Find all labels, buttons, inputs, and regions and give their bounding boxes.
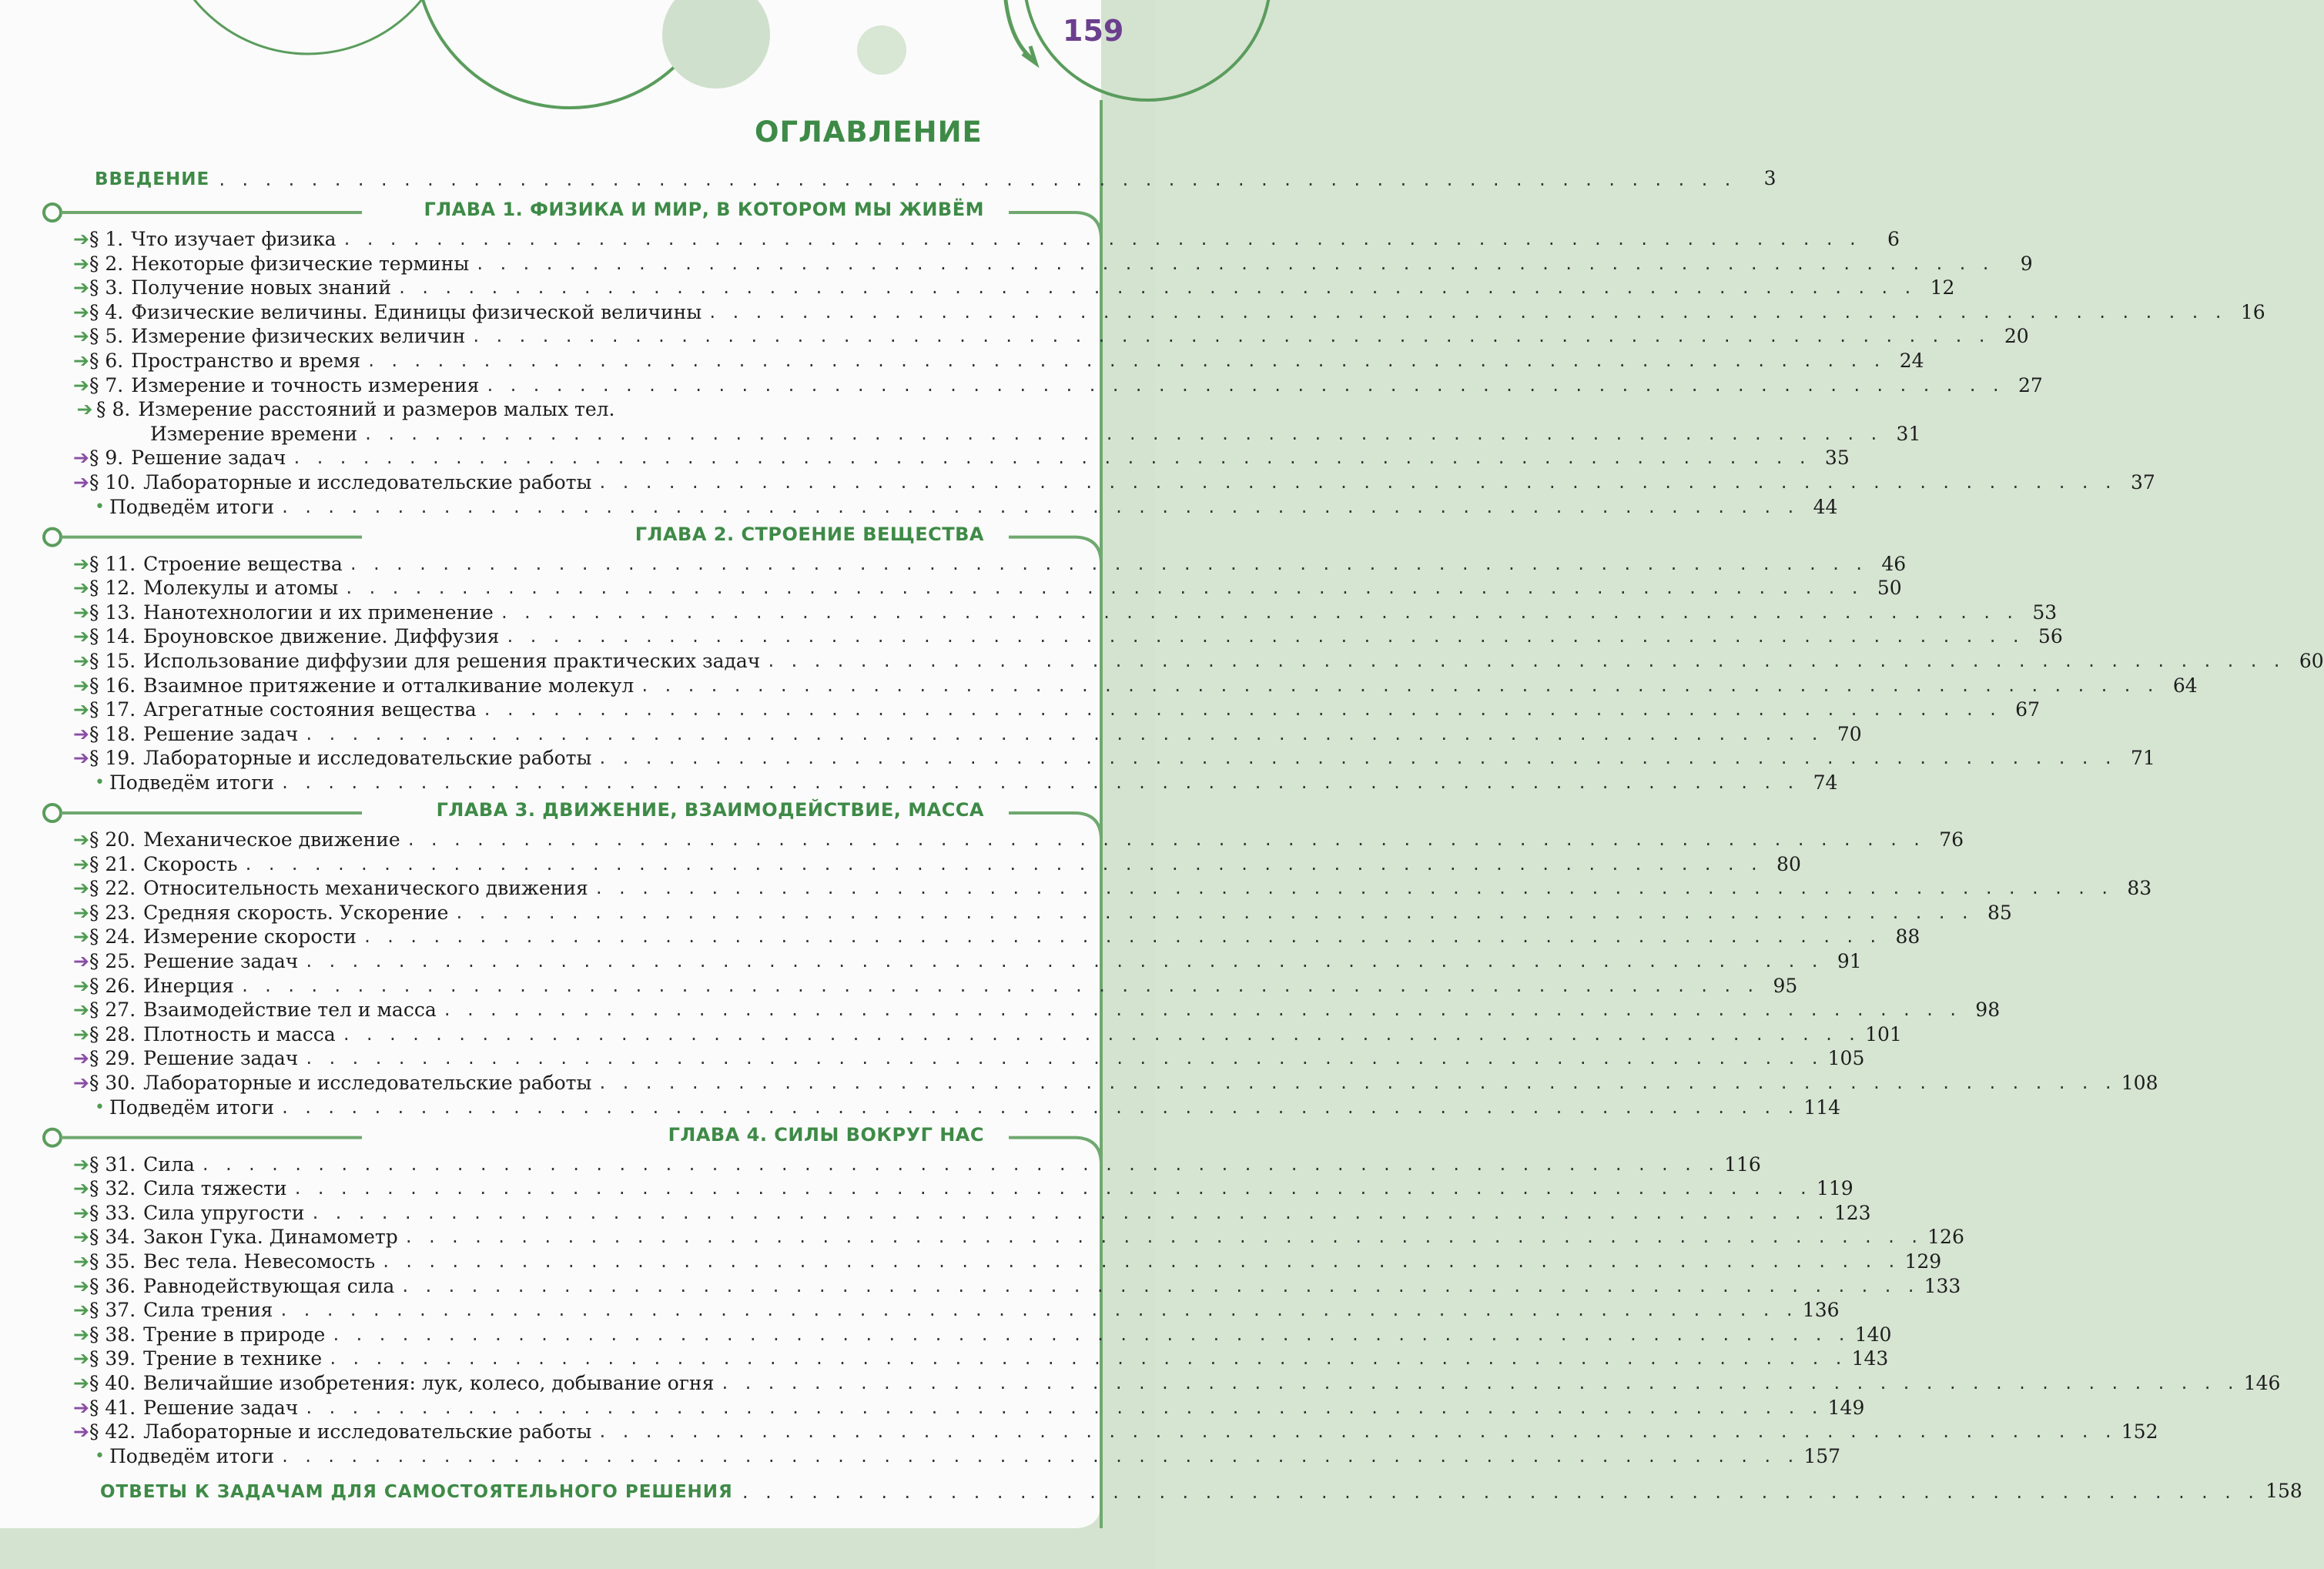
entry-title: Лабораторные и исследовательские работы xyxy=(143,1420,592,1444)
page-ref: 149 xyxy=(1827,1396,1865,1419)
leader-dots: . . . . . . . . . . . . . . . . . . . . . . . . . . . . . . . . . . . . . . . . . . . . . . . . . . . . . . . . . . . . . . . . . . xyxy=(280,1447,1798,1466)
leader-dots: . . . . . . . . . . . . . . . . . . . . . . . . . . . . . . . . . . . . . . . . . . . . . . . . . . . . . . . . . . . . . . . . . . xyxy=(304,1398,1822,1417)
bullet-icon: • xyxy=(95,497,105,517)
leader-dots: . . . . . . . . . . . . . . . . . . . . . . . . . . . . . . . . . . . . . . . . . . . . . . . . . . . . . . . . . . . . . . . . . . xyxy=(485,376,2003,395)
page-ref: 16 xyxy=(2240,300,2265,323)
page-ref: 157 xyxy=(1803,1444,1841,1467)
leader-dots: . . . . . . . . . . . . . . . . . . . . . . . . . . . . . . . . . . . . . . . . . . . . . . . . . . . . . . . . . . . . . . . . . . xyxy=(454,903,1972,922)
arrow-icon: ➔ xyxy=(73,1152,89,1176)
leader-dots: . . . . . . . . . . . . . . . . . . . . . . . . . . . . . . . . . . . . . . . . . . . . . . . . . . . . . . . . . . . . . . . . . . xyxy=(442,1001,1961,1020)
section-number: § 20. xyxy=(89,828,136,851)
leader-dots: . . . . . . . . . . . . . . . . . . . . . . . . . . . . . . . . . . . . . . . . . . . . . . . . . . . . . . . . . . . . . . . . . . xyxy=(720,1374,2238,1393)
toc-entry[interactable] xyxy=(73,1346,1889,1370)
arrow-icon: ➔ xyxy=(73,1022,89,1045)
section-number: § 17. xyxy=(89,698,136,721)
section-number: § 18. xyxy=(89,722,136,745)
toc-entry[interactable] xyxy=(73,1152,1761,1176)
arrow-icon: ➔ xyxy=(73,577,89,600)
entry-title: Некоторые физические термины xyxy=(131,252,470,275)
entry-title: Использование диффузии для решения практических задач xyxy=(143,650,761,672)
toc-entry[interactable] xyxy=(73,900,2012,925)
entry-title: Вес тела. Невесомость xyxy=(143,1250,376,1273)
page-ref: 158 xyxy=(2265,1479,2302,1502)
entry-title: Закон Гука. Динамометр xyxy=(143,1226,398,1249)
arrow-icon: ➔ xyxy=(73,877,89,900)
chapter-heading: ГЛАВА 1. ФИЗИКА И МИР, В КОТОРОМ МЫ ЖИВЁМ xyxy=(416,199,984,225)
arrow-icon: ➔ xyxy=(73,350,89,372)
leader-dots: . . . . . . . . . . . . . . . . . . . . . . . . . . . . . . . . . . . . . . . . . . . . . . . . . . . . . . . . . . . . . . . . . . xyxy=(598,1423,2115,1442)
page-ref: 44 xyxy=(1813,495,1838,518)
page-ref: 76 xyxy=(1939,828,1964,851)
entry-title: Лабораторные и исследовательские работы xyxy=(143,471,592,493)
toc-entry[interactable] xyxy=(73,1322,1892,1347)
entry-title: Пространство и время xyxy=(131,350,361,372)
page-ref: 105 xyxy=(1827,1047,1865,1070)
arrow-icon: ➔ xyxy=(76,398,93,421)
page-ref: 35 xyxy=(1824,447,1850,470)
summary-entry[interactable] xyxy=(95,1095,1841,1119)
toc-entry[interactable] xyxy=(73,251,2033,276)
section-number: § 2. xyxy=(89,252,124,275)
summary-entry[interactable] xyxy=(95,770,1838,795)
page-ref: 95 xyxy=(1773,974,1798,997)
toc-entry[interactable] xyxy=(73,1224,1964,1249)
page-ref: 70 xyxy=(1837,722,1862,745)
section-number: § 34. xyxy=(89,1226,136,1249)
page-ref: 24 xyxy=(1899,350,1924,372)
chapter-heading: ГЛАВА 4. СИЛЫ ВОКРУГ НАС xyxy=(661,1124,984,1150)
section-number: § 37. xyxy=(89,1299,136,1322)
arrow-icon: ➔ xyxy=(73,674,89,697)
arrow-icon: ➔ xyxy=(73,1274,89,1297)
entry-title: Скорость xyxy=(143,852,238,875)
section-number: § 15. xyxy=(89,650,136,672)
entry-title: Плотность и масса xyxy=(143,1022,336,1045)
entry-title: Сила xyxy=(143,1152,195,1176)
arrow-icon: ➔ xyxy=(73,1372,89,1394)
leader-dots: . . . . . . . . . . . . . . . . . . . . . . . . . . . . . . . . . . . . . . . . . . . . . . . . . . . . . . . . . . . . . . . . . . xyxy=(200,1155,1719,1174)
section-number: § 28. xyxy=(89,1022,136,1045)
section-number: § 25. xyxy=(89,950,136,972)
entry-title: Решение задач xyxy=(143,1047,299,1070)
entry-title: Величайшие изобретения: лук, колесо, добывание огня xyxy=(143,1372,715,1394)
leader-dots: . . . . . . . . . . . . . . . . . . . . . . . . . . . . . . . . . . . . . . . . . . . . . . . . . . . . . . . . . . . . . . . . . . xyxy=(293,1179,1810,1199)
entry-title: Равнодействующая сила xyxy=(143,1274,395,1297)
arrow-icon: ➔ xyxy=(73,1250,89,1273)
arrow-icon: ➔ xyxy=(73,650,89,672)
section-number: § 3. xyxy=(89,276,124,299)
leader-dots: . . . . . . . . . . . . . . . . . . . . . . . . . . . . . . . . . . . . . . . . . . . . . . . . . . . . . . . . . . . . . . . . . . xyxy=(348,554,1867,574)
leader-dots: . . . . . . . . . . . . . . . . . . . . . . . . . . . . . . . . . . . . . . . . . . . . . . . . . . . . . . . . . . . . . . . . . . xyxy=(279,1301,1797,1320)
section-number: § 42. xyxy=(89,1420,136,1444)
page-ref: 71 xyxy=(2130,747,2155,770)
leader-dots: . . . . . . . . . . . . . . . . . . . . . . . . . . . . . . . . . . . . . . . . . . . . . . . . . . . . . . . . . . . . . . . . . . xyxy=(404,1228,1922,1247)
entry-title: Броуновское движение. Диффузия xyxy=(143,625,500,648)
leader-dots: . . . . . . . . . . . . . . . . . . . . . . . . . . . . . . . . . . . . . . . . . . . . . . . . . . . . . . . . . . . . . . . . . . xyxy=(239,976,1758,995)
summary-title: Подведём итоги xyxy=(109,771,274,794)
page-ref: 114 xyxy=(1803,1096,1841,1119)
leader-dots: . . . . . . . . . . . . . . . . . . . . . . . . . . . . . . . . . . . . . . . . . . . . . . . . . . . . . . . . . . . . . . . . . . xyxy=(217,171,1735,189)
toc-entry[interactable] xyxy=(73,924,1920,948)
page-ref: 64 xyxy=(2172,674,2198,697)
section-number: § 38. xyxy=(89,1323,136,1346)
section-number: § 11. xyxy=(89,552,136,575)
toc-entry[interactable] xyxy=(73,445,1850,470)
entry-title: Относительность механического движения xyxy=(143,877,588,900)
arrow-icon: ➔ xyxy=(73,1177,89,1200)
leader-dots: . . . . . . . . . . . . . . . . . . . . . . . . . . . . . . . . . . . . . . . . . . . . . . . . . . . . . . . . . . . . . . . . . . xyxy=(243,855,1761,874)
page-ref: 152 xyxy=(2121,1420,2158,1444)
entry-title: Измерение расстояний и размеров малых тел. xyxy=(138,398,615,421)
arrow-icon: ➔ xyxy=(73,950,89,972)
entry-title: Средняя скорость. Ускорение xyxy=(143,901,449,924)
arrow-icon: ➔ xyxy=(73,1396,89,1419)
section-number: § 9. xyxy=(89,447,124,470)
section-number: § 4. xyxy=(89,300,124,323)
section-number: § 19. xyxy=(89,747,136,770)
section-number: § 12. xyxy=(89,577,136,600)
arrow-icon: ➔ xyxy=(73,828,89,851)
leader-dots: . . . . . . . . . . . . . . . . . . . . . . . . . . . . . . . . . . . . . . . . . . . . . . . . . . . . . . . . . . . . . . . . . . xyxy=(475,254,1993,273)
entry-title: Трение в технике xyxy=(143,1347,323,1370)
leader-dots: . . . . . . . . . . . . . . . . . . . . . . . . . . . . . . . . . . . . . . . . . . . . . . . . . . . . . . . . . . . . . . . . . . xyxy=(381,1253,1899,1271)
arrow-icon: ➔ xyxy=(73,552,89,575)
page-ref: 31 xyxy=(1896,422,1921,445)
toc-entry[interactable] xyxy=(73,745,2155,770)
toc-entry[interactable] xyxy=(73,323,2029,348)
entry-title: Получение новых знаний xyxy=(131,276,392,299)
page-ref: 6 xyxy=(1887,228,1900,250)
leader-dots: . . . . . . . . . . . . . . . . . . . . . . . . . . . . . . . . . . . . . . . . . . . . . . . . . . . . . . . . . . . . . . . . . . xyxy=(280,774,1798,792)
leader-dots: . . . . . . . . . . . . . . . . . . . . . . . . . . . . . . . . . . . . . . . . . . . . . . . . . . . . . . . . . . . . . . . . . . xyxy=(304,724,1822,744)
section-number: § 16. xyxy=(89,674,136,697)
page-ref: 60 xyxy=(2299,650,2324,672)
page-ref: 126 xyxy=(1927,1226,1964,1249)
toc-entry[interactable] xyxy=(73,1022,1902,1046)
page-ref: 98 xyxy=(1975,999,2001,1022)
entry-title: Строение вещества xyxy=(143,552,343,575)
page-ref: 119 xyxy=(1816,1177,1854,1200)
arrow-icon: ➔ xyxy=(73,252,89,275)
leader-dots: . . . . . . . . . . . . . . . . . . . . . . . . . . . . . . . . . . . . . . . . . . . . . . . . . . . . . . . . . . . . . . . . . . xyxy=(598,1074,2115,1092)
leader-dots: . . . . . . . . . . . . . . . . . . . . . . . . . . . . . . . . . . . . . . . . . . . . . . . . . . . . . . . . . . . . . . . . . . xyxy=(304,1049,1822,1069)
page-ref: 56 xyxy=(2038,625,2063,648)
leader-dots: . . . . . . . . . . . . . . . . . . . . . . . . . . . . . . . . . . . . . . . . . . . . . . . . . . . . . . . . . . . . . . . . . . xyxy=(280,497,1798,517)
section-number: § 26. xyxy=(89,974,136,997)
summary-entry[interactable] xyxy=(95,1444,1841,1468)
page-ref: 133 xyxy=(1924,1274,1961,1297)
toc-entry[interactable] xyxy=(73,396,987,421)
arrow-icon: ➔ xyxy=(73,852,89,875)
toc-entry[interactable] xyxy=(73,1200,1871,1225)
entry-title: Измерение и точность измерения xyxy=(131,373,480,396)
page-title: ОГЛАВЛЕНИЕ xyxy=(755,115,983,149)
intro-row[interactable] xyxy=(95,163,1776,189)
page-ref: 46 xyxy=(1881,552,1907,575)
arrow-icon: ➔ xyxy=(73,722,89,745)
leader-dots: . . . . . . . . . . . . . . . . . . . . . . . . . . . . . . . . . . . . . . . . . . . . . . . . . . . . . . . . . . . . . . . . . . xyxy=(363,424,1881,443)
leader-dots: . . . . . . . . . . . . . . . . . . . . . . . . . . . . . . . . . . . . . . . . . . . . . . . . . . . . . . . . . . . . . . . . . . xyxy=(397,279,1915,298)
entry-title: Нанотехнологии и их применение xyxy=(143,601,494,624)
section-number: § 21. xyxy=(89,852,136,875)
arrow-icon: ➔ xyxy=(73,974,89,997)
answers-label: ОТВЕТЫ К ЗАДАЧАМ ДЛЯ САМОСТОЯТЕЛЬНОГО РЕШЕНИЯ xyxy=(100,1481,733,1502)
intro-label: ВВЕДЕНИЕ xyxy=(95,169,210,189)
section-number: § 30. xyxy=(89,1072,136,1094)
arrow-icon: ➔ xyxy=(73,1072,89,1094)
leader-dots: . . . . . . . . . . . . . . . . . . . . . . . . . . . . . . . . . . . . . . . . . . . . . . . . . . . . . . . . . . . . . . . . . . xyxy=(304,952,1822,971)
entry-title: Трение в природе xyxy=(143,1323,326,1346)
toc-entry[interactable] xyxy=(73,226,1900,251)
entry-title: Сила трения xyxy=(143,1299,273,1322)
leader-dots: . . . . . . . . . . . . . . . . . . . . . . . . . . . . . . . . . . . . . . . . . . . . . . . . . . . . . . . . . . . . . . . . . . xyxy=(400,1276,1918,1296)
leader-dots: . . . . . . . . . . . . . . . . . . . . . . . . . . . . . . . . . . . . . . . . . . . . . . . . . . . . . . . . . . . . . . . . . . xyxy=(292,449,1810,468)
entry-title: Взаимодействие тел и масса xyxy=(143,999,437,1022)
leader-dots: . . . . . . . . . . . . . . . . . . . . . . . . . . . . . . . . . . . . . . . . . . . . . . . . . . . . . . . . . . . . . . . . . . xyxy=(342,230,1860,249)
leader-dots: . . . . . . . . . . . . . . . . . . . . . . . . . . . . . . . . . . . . . . . . . . . . . . . . . . . . . . . . . . . . . . . . . . xyxy=(406,831,1924,849)
toc-entry[interactable] xyxy=(73,1297,1840,1322)
page-ref: 123 xyxy=(1833,1201,1871,1224)
toc-entry[interactable] xyxy=(73,1419,2158,1444)
summary-entry[interactable] xyxy=(95,494,1838,519)
page-ref: 146 xyxy=(2243,1372,2281,1394)
section-number: § 41. xyxy=(89,1396,136,1419)
entry-title: Сила упругости xyxy=(143,1201,305,1224)
page-ref: 67 xyxy=(2015,698,2040,721)
arrow-icon: ➔ xyxy=(73,1226,89,1249)
toc-entry[interactable] xyxy=(73,875,2152,900)
arrow-icon: ➔ xyxy=(73,228,89,250)
toc-entry[interactable] xyxy=(73,697,2040,721)
leader-dots: . . . . . . . . . . . . . . . . . . . . . . . . . . . . . . . . . . . . . . . . . . . . . . . . . . . . . . . . . . . . . . . . . . xyxy=(367,352,1884,370)
toc-entry[interactable] xyxy=(73,275,1955,299)
summary-title: Подведём итоги xyxy=(109,495,274,518)
entry-title: Решение задач xyxy=(143,722,299,745)
leader-dots: . . . . . . . . . . . . . . . . . . . . . . . . . . . . . . . . . . . . . . . . . . . . . . . . . . . . . . . . . . . . . . . . . . xyxy=(331,1325,1849,1344)
section-number: § 14. xyxy=(89,625,136,648)
arrow-icon: ➔ xyxy=(73,925,89,948)
arrow-icon: ➔ xyxy=(73,601,89,624)
entry-title: Физические величины. Единицы физической величины xyxy=(131,300,702,323)
entry-title: Лабораторные и исследовательские работы xyxy=(143,747,592,770)
arrow-icon: ➔ xyxy=(73,999,89,1022)
toc-entry[interactable] xyxy=(73,470,2155,494)
toc-entry[interactable] xyxy=(73,1395,1865,1420)
page-ref: 116 xyxy=(1724,1152,1761,1176)
toc-entry[interactable] xyxy=(73,721,1862,746)
leader-dots: . . . . . . . . . . . . . . . . . . . . . . . . . . . . . . . . . . . . . . . . . . . . . . . . . . . . . . . . . . . . . . . . . . xyxy=(499,603,2018,622)
toc-entry[interactable] xyxy=(73,551,1907,576)
toc-entry-continued[interactable] xyxy=(150,421,1921,446)
arrow-icon: ➔ xyxy=(73,1047,89,1070)
arrow-icon: ➔ xyxy=(73,1323,89,1346)
answers-row[interactable] xyxy=(100,1476,2302,1502)
arrow-icon: ➔ xyxy=(73,1420,89,1444)
page-ref: 20 xyxy=(2004,325,2029,348)
entry-title: Что изучает физика xyxy=(131,228,337,250)
entry-title: Решение задач xyxy=(131,447,286,470)
section-number: § 22. xyxy=(89,877,136,900)
entry-title: Взаимное притяжение и отталкивание молекул xyxy=(143,674,635,697)
arrow-icon: ➔ xyxy=(73,373,89,396)
leader-dots: . . . . . . . . . . . . . . . . . . . . . . . . . . . . . . . . . . . . . . . . . . . . . . . . . . . . . . . . . . . . . . . . . . xyxy=(766,652,2284,671)
toc-entry[interactable] xyxy=(73,948,1862,973)
bullet-icon: • xyxy=(95,1446,105,1466)
entry-title: Механическое движение xyxy=(143,828,400,851)
section-number: § 33. xyxy=(89,1201,136,1224)
arrow-icon: ➔ xyxy=(73,447,89,470)
arrow-icon: ➔ xyxy=(73,300,89,323)
leader-dots: . . . . . . . . . . . . . . . . . . . . . . . . . . . . . . . . . . . . . . . . . . . . . . . . . . . . . . . . . . . . . . . . . . xyxy=(640,676,2158,695)
leader-dots: . . . . . . . . . . . . . . . . . . . . . . . . . . . . . . . . . . . . . . . . . . . . . . . . . . . . . . . . . . . . . . . . . . xyxy=(310,1203,1828,1223)
toc-entry[interactable] xyxy=(73,997,2001,1022)
page-ref: 91 xyxy=(1837,950,1862,972)
page-ref: 50 xyxy=(1877,577,1902,600)
page-ref: 27 xyxy=(2018,373,2043,396)
toc-entry[interactable] xyxy=(73,624,2063,648)
page-ref: 140 xyxy=(1854,1323,1892,1346)
section-number: § 32. xyxy=(89,1177,136,1200)
section-number: § 24. xyxy=(89,925,136,948)
arrow-icon: ➔ xyxy=(73,1347,89,1370)
entry-title: Измерение скорости xyxy=(143,925,357,948)
toc-entry[interactable] xyxy=(73,851,1801,876)
toc-entry[interactable] xyxy=(73,1249,1942,1273)
entry-title: Агрегатные состояния вещества xyxy=(143,698,477,721)
page-ref: 83 xyxy=(2127,877,2152,900)
entry-title: Инерция xyxy=(143,974,234,997)
arrow-icon: ➔ xyxy=(73,1299,89,1322)
section-number: § 23. xyxy=(89,901,136,924)
section-number: § 6. xyxy=(89,350,124,372)
summary-title: Подведём итоги xyxy=(109,1444,274,1467)
section-number: § 10. xyxy=(89,471,136,493)
entry-title: Решение задач xyxy=(143,1396,299,1419)
page-ref: 101 xyxy=(1865,1022,1902,1045)
page-ref: 3 xyxy=(1763,167,1776,189)
arrow-icon: ➔ xyxy=(73,901,89,924)
leader-dots: . . . . . . . . . . . . . . . . . . . . . . . . . . . . . . . . . . . . . . . . . . . . . . . . . . . . . . . . . . . . . . . . . . xyxy=(594,879,2112,898)
leader-dots: . . . . . . . . . . . . . . . . . . . . . . . . . . . . . . . . . . . . . . . . . . . . . . . . . . . . . . . . . . . . . . . . . . xyxy=(280,1098,1798,1117)
section-number: § 31. xyxy=(89,1152,136,1176)
toc-entry[interactable] xyxy=(73,1070,2158,1095)
page-ref: 53 xyxy=(2032,601,2058,624)
leader-dots: . . . . . . . . . . . . . . . . . . . . . . . . . . . . . . . . . . . . . . . . . . . . . . . . . . . . . . . . . . . . . . . . . . xyxy=(740,1483,2259,1502)
page-ref: 88 xyxy=(1895,925,1920,948)
toc-entry[interactable] xyxy=(73,600,2058,624)
arrow-icon: ➔ xyxy=(73,1201,89,1224)
toc-entry[interactable] xyxy=(73,1273,1961,1298)
page-ref: 85 xyxy=(1987,901,2012,924)
leader-dots: . . . . . . . . . . . . . . . . . . . . . . . . . . . . . . . . . . . . . . . . . . . . . . . . . . . . . . . . . . . . . . . . . . xyxy=(598,749,2115,768)
leader-dots: . . . . . . . . . . . . . . . . . . . . . . . . . . . . . . . . . . . . . . . . . . . . . . . . . . . . . . . . . . . . . . . . . . xyxy=(505,627,2023,647)
leader-dots: . . . . . . . . . . . . . . . . . . . . . . . . . . . . . . . . . . . . . . . . . . . . . . . . . . . . . . . . . . . . . . . . . . xyxy=(341,1025,1860,1044)
toc-entry[interactable] xyxy=(73,1370,2281,1395)
leader-dots: . . . . . . . . . . . . . . . . . . . . . . . . . . . . . . . . . . . . . . . . . . . . . . . . . . . . . . . . . . . . . . . . . . xyxy=(708,303,2225,322)
toc-entry[interactable] xyxy=(73,1176,1854,1200)
bullet-icon: • xyxy=(95,773,105,792)
entry-title: Решение задач xyxy=(143,950,299,972)
toc-entry[interactable] xyxy=(73,973,1798,998)
entry-title: Лабораторные и исследовательские работы xyxy=(143,1072,592,1094)
leader-dots: . . . . . . . . . . . . . . . . . . . . . . . . . . . . . . . . . . . . . . . . . . . . . . . . . . . . . . . . . . . . . . . . . . xyxy=(328,1350,1846,1369)
page-ref: 74 xyxy=(1813,771,1838,794)
toc-entry[interactable] xyxy=(73,648,2324,673)
leader-dots: . . . . . . . . . . . . . . . . . . . . . . . . . . . . . . . . . . . . . . . . . . . . . . . . . . . . . . . . . . . . . . . . . . xyxy=(598,473,2115,492)
page-ref: 143 xyxy=(1851,1347,1889,1370)
toc-entry[interactable] xyxy=(73,348,1924,373)
section-number: § 27. xyxy=(89,999,136,1022)
page-ref: 129 xyxy=(1904,1250,1942,1273)
bullet-icon: • xyxy=(95,1097,105,1117)
section-number: § 7. xyxy=(89,373,124,396)
chapter-heading: ГЛАВА 3. ДВИЖЕНИЕ, ВЗАИМОДЕЙСТВИЕ, МАССА xyxy=(429,799,984,825)
section-number: § 36. xyxy=(89,1274,136,1297)
leader-dots: . . . . . . . . . . . . . . . . . . . . . . . . . . . . . . . . . . . . . . . . . . . . . . . . . . . . . . . . . . . . . . . . . . xyxy=(482,701,2000,720)
toc-entry[interactable] xyxy=(73,1045,1865,1070)
toc-entry[interactable] xyxy=(73,575,1902,600)
section-number: § 5. xyxy=(89,325,124,348)
page-ref: 80 xyxy=(1776,852,1801,875)
arrow-icon: ➔ xyxy=(73,747,89,770)
section-number: § 39. xyxy=(89,1347,136,1370)
toc-entry[interactable] xyxy=(73,673,2198,698)
leader-dots: . . . . . . . . . . . . . . . . . . . . . . . . . . . . . . . . . . . . . . . . . . . . . . . . . . . . . . . . . . . . . . . . . . xyxy=(362,928,1880,947)
arrow-icon: ➔ xyxy=(73,471,89,493)
entry-title: Сила тяжести xyxy=(143,1177,287,1200)
page-ref: 12 xyxy=(1930,276,1955,299)
arrow-icon: ➔ xyxy=(73,625,89,648)
toc-entry[interactable] xyxy=(73,299,2265,324)
arrow-icon: ➔ xyxy=(73,698,89,721)
chapter-heading: ГЛАВА 2. СТРОЕНИЕ ВЕЩЕСТВА xyxy=(628,524,984,550)
page-ref: 37 xyxy=(2130,471,2155,493)
toc-entry[interactable] xyxy=(73,373,2043,397)
section-number: § 40. xyxy=(89,1372,136,1394)
summary-title: Подведём итоги xyxy=(109,1096,274,1119)
page-number: 159 xyxy=(1063,14,1124,48)
page-ref: 108 xyxy=(2121,1072,2158,1094)
leader-dots: . . . . . . . . . . . . . . . . . . . . . . . . . . . . . . . . . . . . . . . . . . . . . . . . . . . . . . . . . . . . . . . . . . xyxy=(344,579,1862,598)
section-number: § 1. xyxy=(89,228,124,250)
entry-title: Измерение физических величин xyxy=(131,325,466,348)
leader-dots: . . . . . . . . . . . . . . . . . . . . . . . . . . . . . . . . . . . . . . . . . . . . . . . . . . . . . . . . . . . . . . . . . . xyxy=(471,327,1989,346)
entry-title: Измерение времени xyxy=(150,422,357,445)
entry-title: Молекулы и атомы xyxy=(143,577,339,600)
section-number: § 35. xyxy=(89,1250,136,1273)
page-ref: 9 xyxy=(2020,252,2033,275)
arrow-icon: ➔ xyxy=(73,325,89,348)
section-number: § 8. xyxy=(96,398,131,421)
section-number: § 29. xyxy=(89,1047,136,1070)
toc-entry[interactable] xyxy=(73,827,1964,851)
section-number: § 13. xyxy=(89,601,136,624)
page-ref: 136 xyxy=(1802,1299,1840,1322)
arrow-icon: ➔ xyxy=(73,276,89,299)
